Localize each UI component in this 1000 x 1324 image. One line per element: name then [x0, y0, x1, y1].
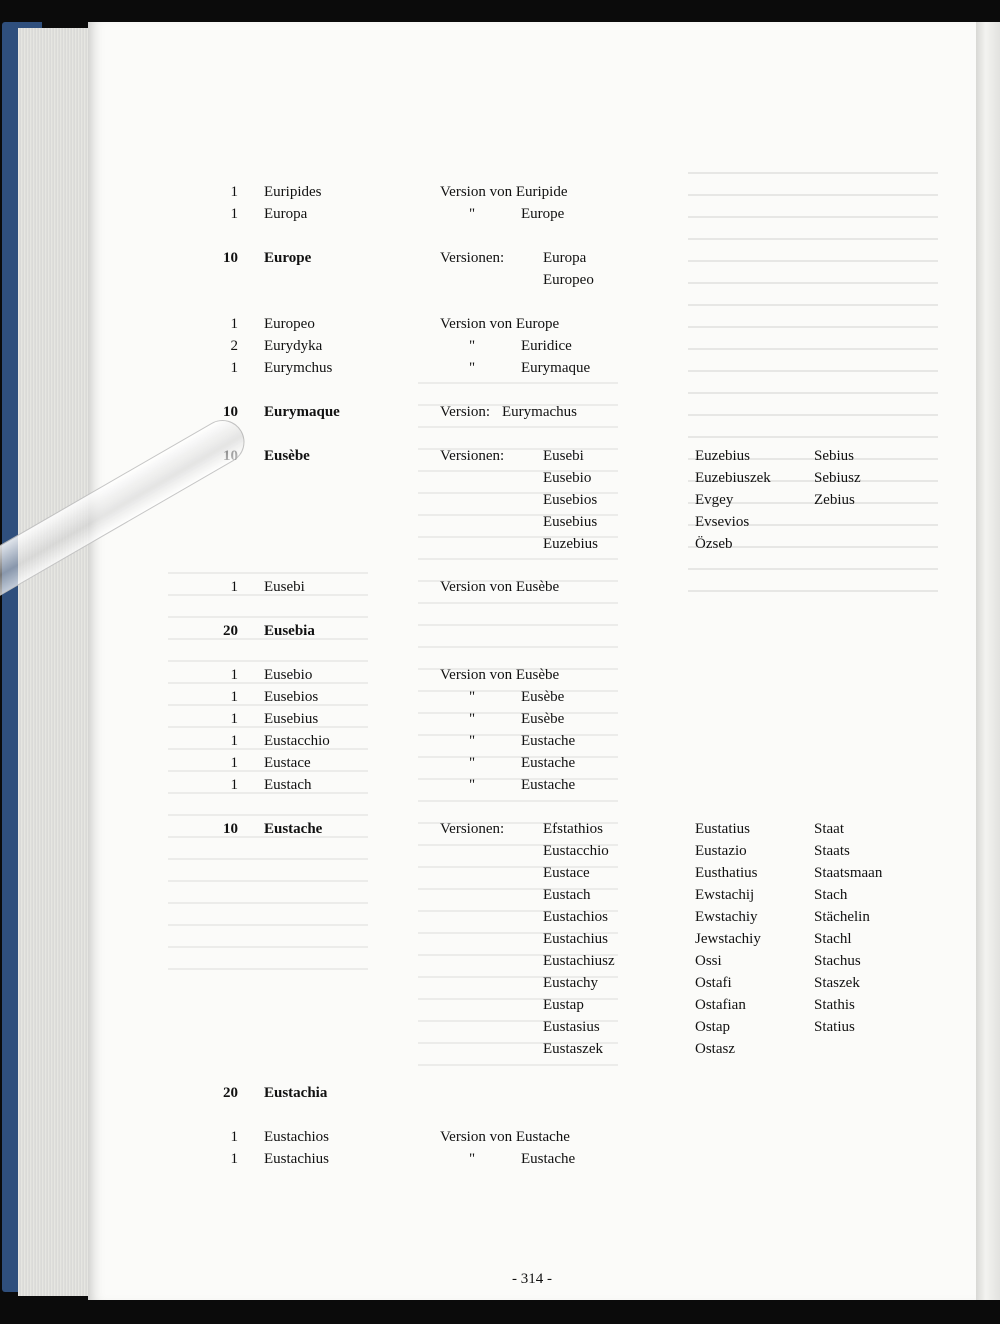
entry-count: 10	[223, 250, 238, 266]
entry-variant: Eustasius	[543, 1019, 600, 1035]
entry-variant: Europa	[543, 250, 587, 266]
entry-variant: Eusebio	[543, 470, 592, 486]
entry-variant-2: Evgey	[695, 492, 734, 508]
entry-variant: Eustache	[521, 733, 576, 749]
entry-variant: Eurymaque	[521, 360, 591, 376]
entry-version-note: Version von Euripide	[440, 184, 568, 200]
entry-version-note: Version:	[440, 404, 490, 420]
entry-variant: Euzebius	[543, 536, 598, 552]
entry-variant-2: Ostafi	[695, 975, 732, 991]
entry-variant: Europe	[521, 206, 565, 222]
entry-variant: Eustace	[543, 865, 590, 881]
entry-count: 1	[230, 184, 238, 200]
entry-version-note: Version von Eusèbe	[440, 579, 560, 595]
entry-variant-2: Özseb	[695, 536, 733, 552]
entry-version-note: Versionen:	[440, 250, 505, 266]
entry-variant-2: Ostasz	[695, 1041, 735, 1057]
entry-variant-2: Eustatius	[695, 821, 750, 837]
entry-variant: Eustach	[543, 887, 591, 903]
entry-count: 1	[230, 777, 238, 793]
entry-version-note: "	[469, 338, 476, 354]
entry-name: Eusebi	[264, 579, 305, 595]
entry-variant-3: Sebiusz	[814, 470, 861, 486]
entry-name: Eusebio	[264, 667, 313, 683]
entry-count: 1	[230, 1129, 238, 1145]
entry-name: Eustachius	[264, 1151, 329, 1167]
entry-variant: Eustaszek	[543, 1041, 603, 1057]
entry-variant: Eustacchio	[543, 843, 609, 859]
entry-variant-3: Stachus	[814, 953, 861, 969]
book-page	[88, 22, 976, 1300]
entry-name: Eusèbe	[264, 448, 310, 464]
entry-count: 10	[223, 821, 238, 837]
entry-version-note: Version von Eustache	[440, 1129, 570, 1145]
entry-count: 1	[230, 316, 238, 332]
entry-count: 1	[230, 755, 238, 771]
entry-name: Eurymchus	[264, 360, 333, 376]
right-page-edge	[976, 22, 1000, 1300]
entry-version-note: Version von Europe	[440, 316, 560, 332]
entry-name: Eustache	[264, 821, 323, 837]
entry-variant: Eustache	[521, 755, 576, 771]
entry-count: 1	[230, 360, 238, 376]
entry-name: Europeo	[264, 316, 315, 332]
entry-count: 20	[223, 623, 238, 639]
entry-version-note: "	[469, 1151, 476, 1167]
entry-variant: Europeo	[543, 272, 594, 288]
entry-name: Eustachia	[264, 1085, 328, 1101]
entry-variant-2: Euzebius	[695, 448, 750, 464]
entry-variant: Eustachius	[543, 931, 608, 947]
entry-variant: Eurymachus	[502, 404, 577, 420]
entry-name: Eusebios	[264, 689, 319, 705]
entry-variant-3: Stachl	[814, 931, 852, 947]
entry-name: Eustace	[264, 755, 311, 771]
entry-variant-3: Staszek	[814, 975, 860, 991]
entry-count: 10	[223, 404, 238, 420]
entry-variant: Eusebi	[543, 448, 584, 464]
entry-variant-3: Staat	[814, 821, 844, 837]
entry-count: 1	[230, 1151, 238, 1167]
entry-variant: Eusèbe	[521, 689, 565, 705]
entry-variant-2: Jewstachiy	[695, 931, 761, 947]
entry-count: 1	[230, 733, 238, 749]
entry-name: Eustach	[264, 777, 312, 793]
entry-variant-3: Stächelin	[814, 909, 870, 925]
entry-version-note: "	[469, 711, 476, 727]
entry-variant-2: Ewstachij	[695, 887, 755, 903]
entry-variant-2: Euzebiuszek	[695, 470, 771, 486]
entry-version-note: Version von Eusèbe	[440, 667, 560, 683]
entry-variant: Eustachiusz	[543, 953, 615, 969]
entry-version-note: "	[469, 777, 476, 793]
entry-variant: Eustache	[521, 777, 576, 793]
entry-version-note: "	[469, 689, 476, 705]
entry-version-note: Versionen:	[440, 448, 505, 464]
entry-variant-2: Evsevios	[695, 514, 750, 530]
entry-count: 1	[230, 711, 238, 727]
entry-variant-2: Eustazio	[695, 843, 747, 859]
entry-name: Europe	[264, 250, 312, 266]
entry-variant-3: Sebius	[814, 448, 855, 464]
entry-variant-3: Stach	[814, 887, 848, 903]
entry-count: 1	[230, 579, 238, 595]
entry-variant: Eusebius	[543, 514, 598, 530]
entry-variant: Efstathios	[543, 821, 603, 837]
entry-variant: Eustachios	[543, 909, 608, 925]
entry-variant-3: Staats	[814, 843, 850, 859]
entry-version-note: "	[469, 360, 476, 376]
entry-name: Eusebia	[264, 623, 315, 639]
entry-count: 1	[230, 206, 238, 222]
entry-name: Eustachios	[264, 1129, 329, 1145]
entry-variant-2: Ossi	[695, 953, 722, 969]
entry-variant-3: Zebius	[814, 492, 855, 508]
entry-version-note: "	[469, 733, 476, 749]
entry-variant: Eusèbe	[521, 711, 565, 727]
page-number: - 314 -	[512, 1271, 552, 1287]
entry-variant-2: Ostap	[695, 1019, 730, 1035]
entry-version-note: "	[469, 755, 476, 771]
entry-variant: Eusebios	[543, 492, 598, 508]
page-edges	[18, 28, 96, 1296]
entry-name: Eusebius	[264, 711, 319, 727]
entry-count: 1	[230, 689, 238, 705]
entry-name: Eurydyka	[264, 338, 323, 354]
entry-name: Eurymaque	[264, 404, 340, 420]
entry-variant: Eustache	[521, 1151, 576, 1167]
entry-version-note: "	[469, 206, 476, 222]
entry-variant-3: Statius	[814, 1019, 855, 1035]
entry-version-note: Versionen:	[440, 821, 505, 837]
entry-variant-2: Ostafian	[695, 997, 746, 1013]
entry-variant-2: Ewstachiy	[695, 909, 758, 925]
entry-variant-3: Staatsmaan	[814, 865, 883, 881]
entry-count: 2	[230, 338, 238, 354]
entry-variant-3: Stathis	[814, 997, 855, 1013]
entry-variant-2: Eusthatius	[695, 865, 758, 881]
entry-count: 20	[223, 1085, 238, 1101]
entry-name: Europa	[264, 206, 308, 222]
entry-name: Eustacchio	[264, 733, 330, 749]
entry-variant: Eustap	[543, 997, 584, 1013]
entry-name: Euripides	[264, 184, 322, 200]
entry-variant: Eustachy	[543, 975, 598, 991]
entry-variant: Euridice	[521, 338, 572, 354]
entry-count: 1	[230, 667, 238, 683]
